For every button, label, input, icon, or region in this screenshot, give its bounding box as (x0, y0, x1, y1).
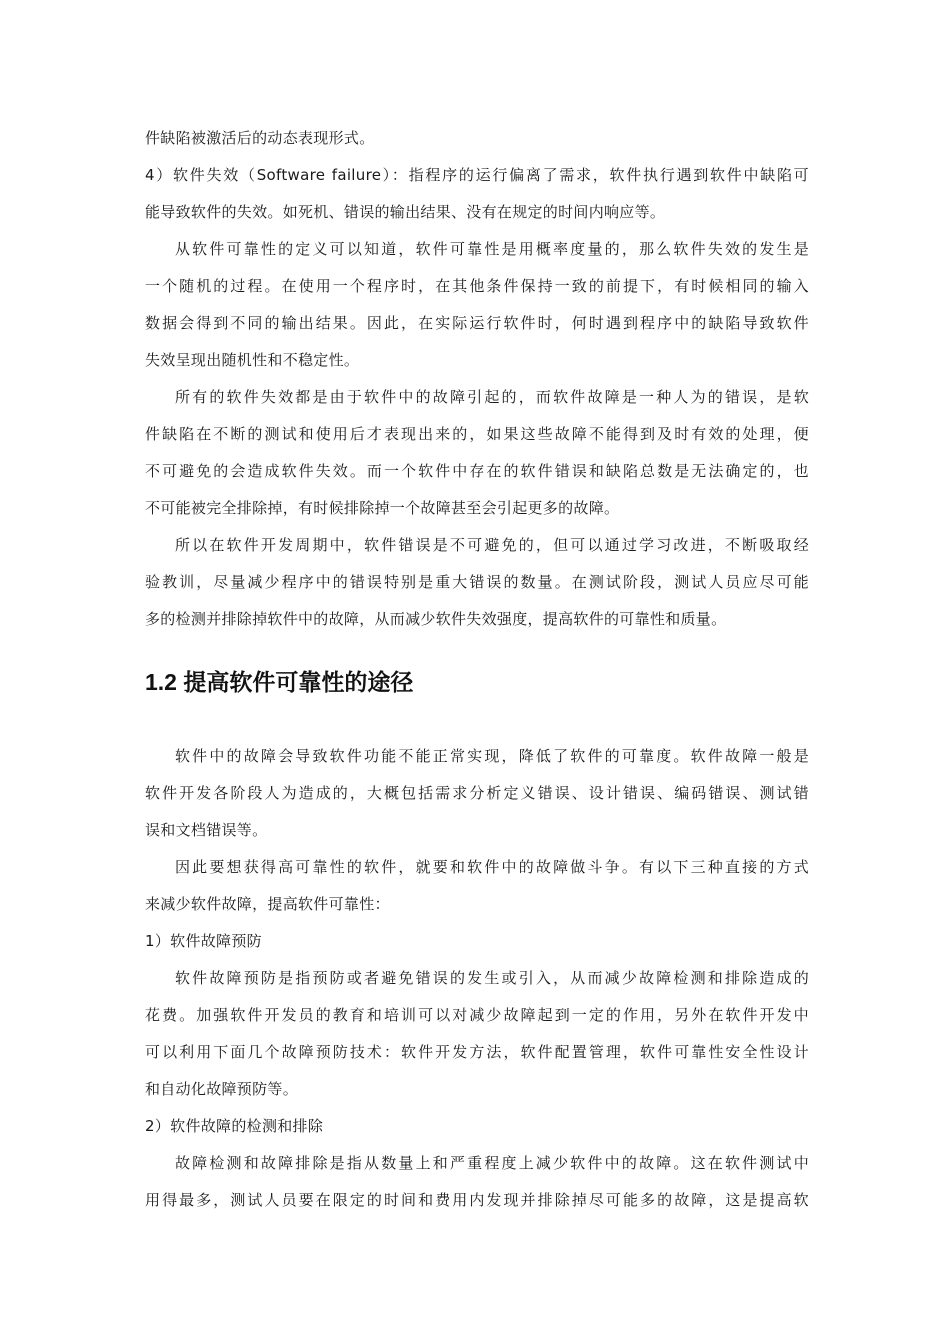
paragraph-line: 一个随机的过程。在使用一个程序时，在其他条件保持一致的前提下，有时候相同的输入 (145, 277, 809, 295)
paragraph-line: 和自动化故障预防等。 (145, 1080, 299, 1098)
paragraph-line: 故障检测和故障排除是指从数量上和严重程度上减少软件中的故障。这在软件测试中 (175, 1154, 809, 1172)
paragraph-line: 误和文档错误等。 (145, 821, 268, 839)
section-heading: 1.2 提高软件可靠性的途径 (145, 669, 414, 695)
paragraph-line: 软件开发各阶段人为造成的，大概包括需求分析定义错误、设计错误、编码错误、测试错 (145, 784, 809, 802)
paragraph-line: 软件故障预防是指预防或者避免错误的发生或引入，从而减少故障检测和排除造成的 (175, 969, 809, 987)
paragraph-line: 因此要想获得高可靠性的软件，就要和软件中的故障做斗争。有以下三种直接的方式 (175, 858, 809, 876)
list-item-software-failure: 4）软件失效（Software failure）：指程序的运行偏离了需求，软件执行遇到软件中缺陷可 (145, 166, 809, 184)
paragraph-line: 件缺陷被激活后的动态表现形式。 (145, 129, 375, 147)
paragraph-line: 数据会得到不同的输出结果。因此，在实际运行软件时，何时遇到程序中的缺陷导致软件 (145, 314, 809, 332)
paragraph-line: 件缺陷在不断的测试和使用后才表现出来的，如果这些故障不能得到及时有效的处理，便 (145, 425, 809, 443)
paragraph-line: 从软件可靠性的定义可以知道，软件可靠性是用概率度量的，那么软件失效的发生是 (175, 240, 809, 258)
paragraph-line: 来减少软件故障，提高软件可靠性： (145, 895, 390, 913)
paragraph-line: 多的检测并排除掉软件中的故障，从而减少软件失效强度，提高软件的可靠性和质量。 (145, 610, 727, 628)
paragraph-line: 软件中的故障会导致软件功能不能正常实现，降低了软件的可靠度。软件故障一般是 (175, 747, 809, 765)
paragraph-line: 所以在软件开发周期中，软件错误是不可避免的，但可以通过学习改进，不断吸取经 (175, 536, 809, 554)
paragraph-line: 不可避免的会造成软件失效。而一个软件中存在的软件错误和缺陷总数是无法确定的，也 (145, 462, 809, 480)
paragraph-line: 失效呈现出随机性和不稳定性。 (145, 351, 360, 369)
paragraph-line: 验教训，尽量减少程序中的错误特别是重大错误的数量。在测试阶段，测试人员应尽可能 (145, 573, 809, 591)
document-page (145, 120, 809, 1219)
paragraph-line: 用得最多，测试人员要在限定的时间和费用内发现并排除掉尽可能多的故障，这是提高软 (145, 1191, 809, 1209)
paragraph-line: 花费。加强软件开发员的教育和培训可以对减少故障起到一定的作用，另外在软件开发中 (145, 1006, 809, 1024)
list-item-fault-prevention: 1）软件故障预防 (145, 932, 262, 950)
paragraph-line: 不可能被完全排除掉，有时候排除掉一个故障甚至会引起更多的故障。 (145, 499, 620, 517)
paragraph-line: 可以利用下面几个故障预防技术：软件开发方法，软件配置管理，软件可靠性安全性设计 (145, 1043, 809, 1061)
paragraph-line: 能导致软件的失效。如死机、错误的输出结果、没有在规定的时间内响应等。 (145, 203, 666, 221)
list-item-fault-detection: 2）软件故障的检测和排除 (145, 1117, 324, 1135)
paragraph-line: 所有的软件失效都是由于软件中的故障引起的，而软件故障是一种人为的错误，是软 (175, 388, 809, 406)
